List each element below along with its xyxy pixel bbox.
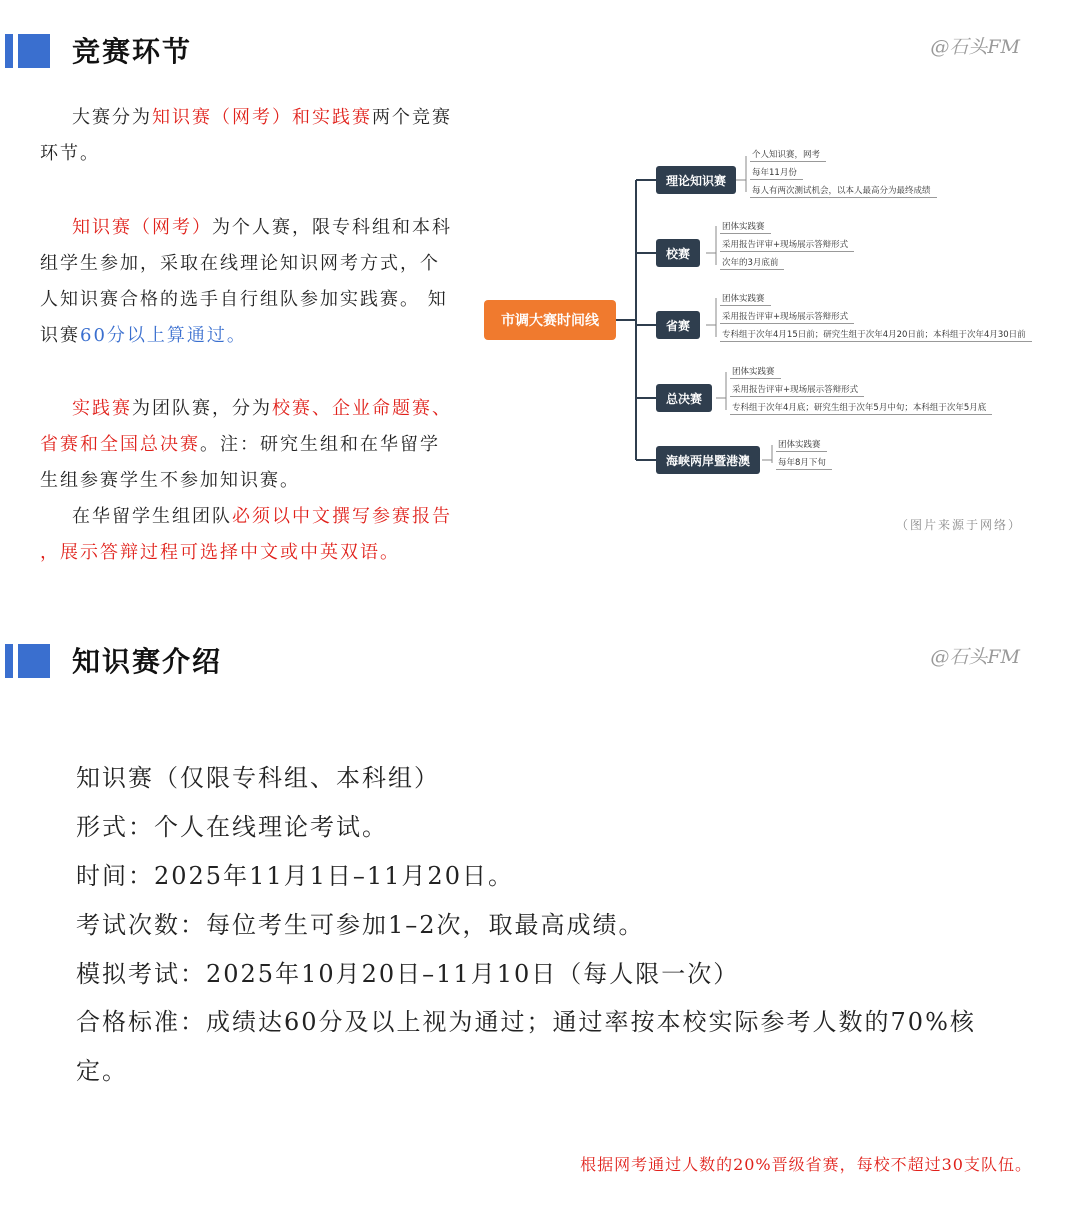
knowledge-line: 模拟考试：2025年10月20日–11月10日（每人限一次） <box>76 960 740 988</box>
text: 大赛分为 <box>72 107 152 128</box>
mindmap-node-province: 省赛 <box>656 311 700 339</box>
section-title: 知识赛介绍 <box>72 645 223 678</box>
mindmap-leaf: 团体实践赛 <box>776 438 827 452</box>
text: 环节。 <box>40 143 100 164</box>
knowledge-line: 知识赛（仅限专科组、本科组） <box>76 764 440 792</box>
header-bar-decoration <box>18 644 50 678</box>
mindmap-node-theory: 理论知识赛 <box>656 166 736 194</box>
paragraph-intro <box>40 100 460 172</box>
text: 生组参赛学生不参加知识赛。 <box>40 470 300 491</box>
knowledge-line: 考试次数：每位考生可参加1–2次，取最高成绩。 <box>76 911 645 939</box>
paragraph-practice <box>40 391 460 499</box>
mindmap-leaf: 采用报告评审+现场展示答辩形式 <box>720 238 854 252</box>
mindmap-node-final: 总决赛 <box>656 384 712 412</box>
header-bar-decoration <box>5 34 13 68</box>
text: 为个人赛，限专科组和本科 <box>212 217 452 238</box>
highlight-text: 60分以上算通过。 <box>80 325 247 346</box>
timeline-mindmap <box>480 140 1040 480</box>
highlight-text: ，展示答辩过程可选择中文或中英双语。 <box>40 542 400 563</box>
section-header-competition <box>0 34 1080 94</box>
text: 为团队赛，分为 <box>132 398 272 419</box>
mindmap-leaf: 每人有两次测试机会，以本人最高分为最终成绩 <box>750 184 937 198</box>
mindmap-leaf: 采用报告评审+现场展示答辩形式 <box>720 310 854 324</box>
mindmap-root: 市调大赛时间线 <box>484 300 616 340</box>
section-header-knowledge <box>0 644 1080 704</box>
knowledge-line: 时间：2025年11月1日–11月20日。 <box>76 862 514 890</box>
mindmap-leaf: 个人知识赛，网考 <box>750 148 826 162</box>
mindmap-leaf: 每年11月份 <box>750 166 803 180</box>
highlight-text: 必须以中文撰写参赛报告 <box>232 506 452 527</box>
watermark: @石头FM <box>930 646 1020 668</box>
paragraph-knowledge <box>40 210 460 354</box>
highlight-text: 校赛、企业命题赛、 <box>272 398 452 419</box>
mindmap-leaf: 次年的3月底前 <box>720 256 784 270</box>
mindmap-leaf: 每年8月下旬 <box>776 456 832 470</box>
text: 识赛 <box>40 325 80 346</box>
highlight-text: 知识赛（网考）和实践赛 <box>152 107 372 128</box>
text: 两个竞赛 <box>372 107 452 128</box>
mindmap-leaf: 团体实践赛 <box>720 220 771 234</box>
text: 组学生参加，采取在线理论知识网考方式，个 <box>40 253 440 274</box>
paragraph-foreign <box>40 499 460 571</box>
mindmap-node-school: 校赛 <box>656 239 700 267</box>
text: 。注：研究生组和在华留学 <box>200 434 440 455</box>
knowledge-line: 形式：个人在线理论考试。 <box>76 813 388 841</box>
mindmap-leaf: 专科组于次年4月15日前；研究生组于次年4月20日前；本科组于次年4月30日前 <box>720 328 1032 342</box>
footnote: 根据网考通过人数的20%晋级省赛，每校不超过30支队伍。 <box>580 1155 1032 1174</box>
mindmap-node-cross-strait: 海峡两岸暨港澳 <box>656 446 760 474</box>
highlight-text: 知识赛（网考） <box>72 217 212 238</box>
pass-standard-line: 合格标准：成绩达60分及以上视为通过；通过率按本校实际参考人数的70%核 <box>76 1008 976 1036</box>
highlight-text: 省赛和全国总决赛 <box>40 434 200 455</box>
highlight-text: 实践赛 <box>72 398 132 419</box>
image-caption: （图片来源于网络） <box>895 518 1022 532</box>
pass-standard-line: 定。 <box>76 1057 128 1085</box>
watermark: @石头FM <box>930 36 1020 58</box>
section-title: 竞赛环节 <box>72 35 193 68</box>
mindmap-leaf: 采用报告评审+现场展示答辩形式 <box>730 383 864 397</box>
header-bar-decoration <box>5 644 13 678</box>
text: 人知识赛合格的选手自行组队参加实践赛。 知 <box>40 289 448 310</box>
mindmap-leaf: 团体实践赛 <box>730 365 781 379</box>
mindmap-leaf: 专科组于次年4月底；研究生组于次年5月中旬；本科组于次年5月底 <box>730 401 992 415</box>
text: 在华留学生组团队 <box>72 506 232 527</box>
header-bar-decoration <box>18 34 50 68</box>
mindmap-leaf: 团体实践赛 <box>720 292 771 306</box>
